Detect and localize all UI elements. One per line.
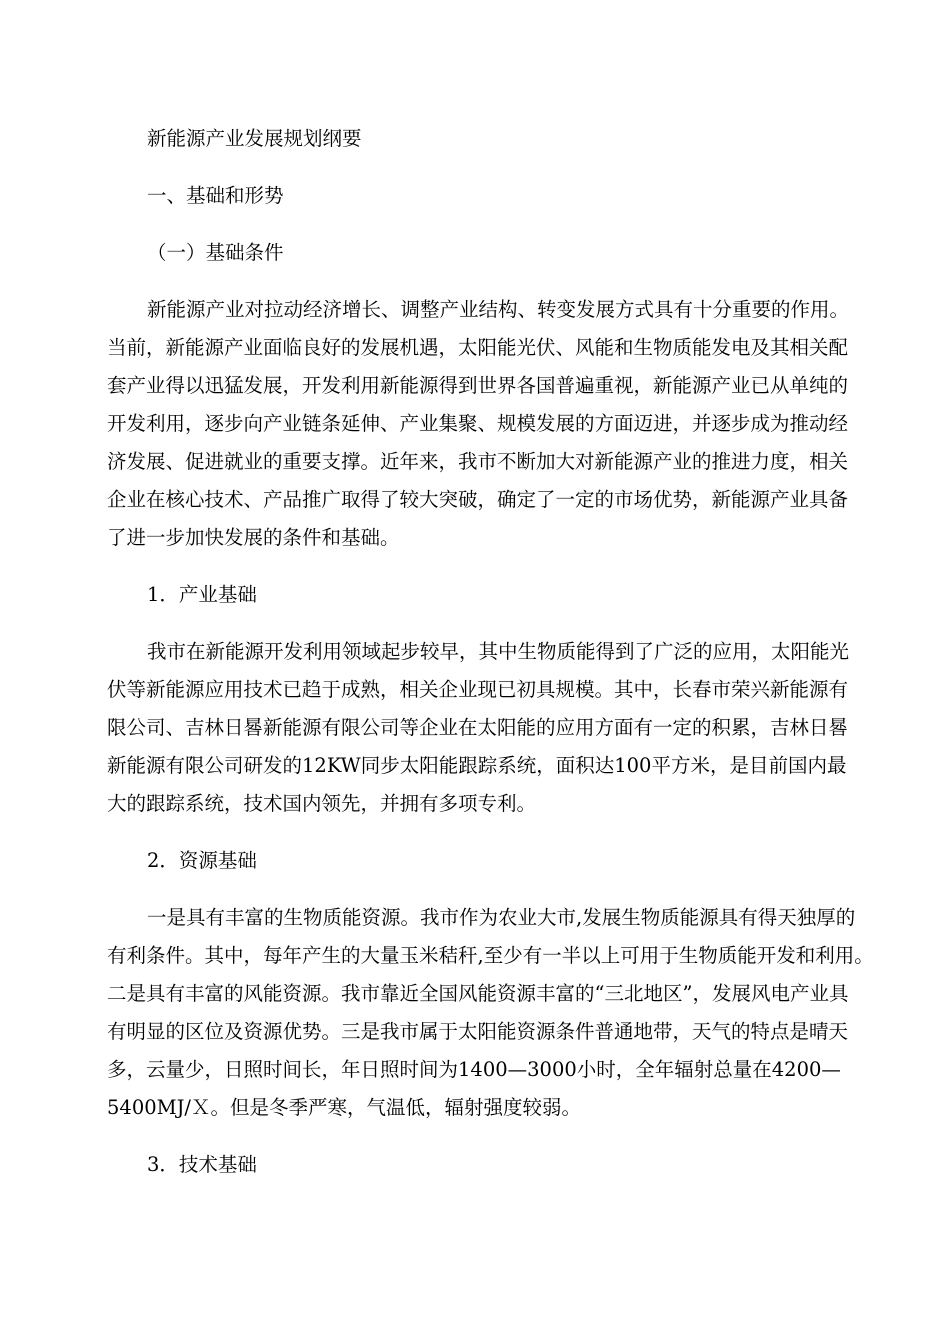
paragraph-resource [107, 899, 874, 1127]
paragraph-line: 伏等新能源应用技术已趋于成熟，相关企业现已初具规模。其中，长春市荣兴新能源有 [107, 678, 849, 701]
document-body [107, 120, 874, 1184]
paragraph-line: 了进一步加快发展的条件和基础。 [107, 526, 400, 549]
document-title: 新能源产业发展规划纲要 [147, 127, 362, 150]
paragraph-intro [107, 291, 850, 557]
section-heading-basis: 一、基础和形势 [147, 184, 284, 207]
paragraph-line: 限公司、吉林日晷新能源有限公司等企业在太阳能的应用方面有一定的积累，吉林日晷 [107, 716, 849, 739]
spacer [107, 1127, 847, 1146]
heading-technology-basis: 3．技术基础 [147, 1153, 257, 1176]
spacer [107, 614, 847, 633]
paragraph-industry [107, 633, 850, 823]
spacer [107, 215, 847, 234]
paragraph-line: 济发展、促进就业的重要支撑。近年来，我市不断加大对新能源产业的推进力度，相关 [107, 450, 849, 473]
paragraph-line: 5400MJ/Ｘ。但是冬季严寒，气温低，辐射强度较弱。 [107, 1096, 581, 1119]
spacer [107, 880, 847, 899]
subsection-heading-conditions: （一）基础条件 [147, 241, 284, 264]
spacer [107, 557, 847, 576]
paragraph-line: 有明显的区位及资源优势。三是我市属于太阳能资源条件普通地带，天气的特点是晴天 [107, 1020, 849, 1043]
heading-resource-basis: 2．资源基础 [147, 849, 257, 872]
paragraph-line: 有利条件。其中，每年产生的大量玉米秸秆,至少有一半以上可用于生物质能开发和利用。 [107, 944, 874, 967]
paragraph-line: 多，云量少，日照时间长，年日照时间为1400—3000小时，全年辐射总量在4200— [107, 1058, 841, 1081]
spacer [107, 272, 847, 291]
paragraph-line: 新能源产业对拉动经济增长、调整产业结构、转变发展方式具有十分重要的作用。 [147, 298, 850, 321]
paragraph-line: 我市在新能源开发利用领域起步较早，其中生物质能得到了广泛的应用，太阳能光 [147, 640, 850, 663]
heading-industry-basis: 1．产业基础 [147, 583, 257, 606]
paragraph-line: 套产业得以迅猛发展，开发利用新能源得到世界各国普遍重视，新能源产业已从单纯的 [107, 374, 849, 397]
paragraph-line: 一是具有丰富的生物质能资源。我市作为农业大市,发展生物质能源具有得天独厚的 [147, 906, 856, 929]
spacer [107, 823, 847, 842]
paragraph-line: 开发利用，逐步向产业链条延伸、产业集聚、规模发展的方面迈进，并逐步成为推动经 [107, 412, 849, 435]
paragraph-line: 二是具有丰富的风能资源。我市靠近全国风能资源丰富的“三北地区”，发展风电产业具 [107, 982, 849, 1005]
paragraph-line: 大的跟踪系统，技术国内领先，并拥有多项专利。 [107, 792, 537, 815]
paragraph-line: 新能源有限公司研发的12KW同步太阳能跟踪系统，面积达100平方米，是目前国内最 [107, 754, 847, 777]
paragraph-line: 当前，新能源产业面临良好的发展机遇，太阳能光伏、风能和生物质能发电及其相关配 [107, 336, 849, 359]
spacer [107, 158, 847, 177]
paragraph-line: 企业在核心技术、产品推广取得了较大突破，确定了一定的市场优势，新能源产业具备 [107, 488, 849, 511]
